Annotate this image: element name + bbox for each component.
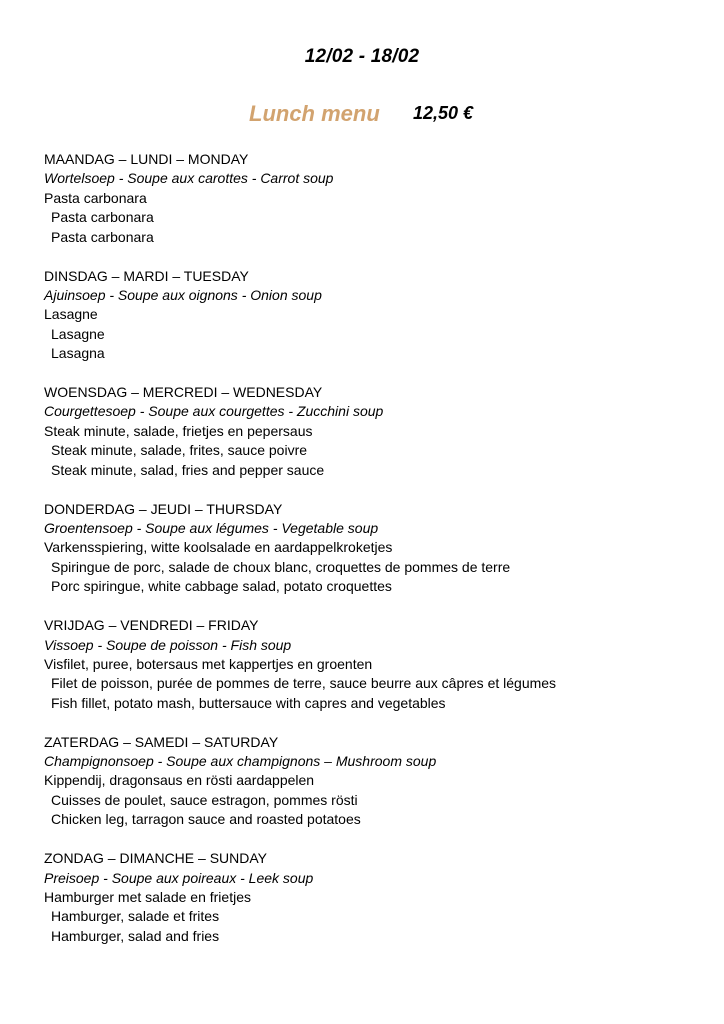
main-dish-fr: Pasta carbonara bbox=[51, 209, 154, 226]
main-dish-nl: Pasta carbonara bbox=[44, 189, 147, 206]
main-dish-nl: Steak minute, salade, frietjes en pepersaus bbox=[44, 422, 313, 439]
soup-line: Vissoep - Soupe de poisson - Fish soup bbox=[44, 636, 292, 653]
main-dish-en: Pasta carbonara bbox=[51, 228, 154, 245]
main-dish-nl: Lasagne bbox=[44, 306, 98, 323]
soup-line: Courgettesoep - Soupe aux courgettes - Zucchini soup bbox=[44, 403, 384, 420]
main-dish-fr: Spiringue de porc, salade de choux blanc, croquettes de pommes de terre bbox=[51, 558, 511, 575]
soup-line: Wortelsoep - Soupe aux carottes - Carrot soup bbox=[44, 170, 334, 187]
day-list bbox=[44, 150, 704, 966]
day-section-thursday bbox=[44, 500, 704, 597]
day-section-friday bbox=[44, 616, 704, 713]
main-dish-fr: Hamburger, salade et frites bbox=[51, 908, 220, 925]
main-dish-fr: Steak minute, salade, frites, sauce poivre bbox=[51, 442, 308, 459]
day-section-wednesday bbox=[44, 383, 704, 480]
day-heading: DINSDAG – MARDI – TUESDAY bbox=[44, 267, 249, 284]
day-section-monday bbox=[44, 150, 704, 247]
main-dish-nl: Hamburger met salade en frietjes bbox=[44, 889, 251, 905]
soup-line: Preisoep - Soupe aux poireaux - Leek soup bbox=[44, 869, 314, 886]
day-heading: MAANDAG – LUNDI – MONDAY bbox=[44, 151, 249, 167]
main-dish-nl: Varkensspiering, witte koolsalade en aardappelkroketjes bbox=[44, 539, 393, 556]
day-heading: VRIJDAG – VENDREDI – FRIDAY bbox=[44, 617, 259, 634]
main-dish-fr: Lasagne bbox=[51, 325, 105, 342]
soup-line: Champignonsoep - Soupe aux champignons – Mushroom soup bbox=[44, 753, 437, 770]
main-dish-fr: Cuisses de poulet, sauce estragon, pommes rösti bbox=[51, 791, 358, 808]
day-section-sunday bbox=[44, 849, 704, 946]
menu-price: 12,50 € bbox=[413, 103, 474, 123]
main-dish-nl: Visfilet, puree, botersaus met kappertjes en groenten bbox=[44, 655, 373, 672]
day-section-saturday bbox=[44, 733, 704, 830]
main-dish-en: Chicken leg, tarragon sauce and roasted potatoes bbox=[51, 811, 361, 828]
date-range: 12/02 - 18/02 bbox=[304, 46, 420, 67]
day-heading: WOENSDAG – MERCREDI – WEDNESDAY bbox=[44, 384, 323, 401]
day-heading: ZONDAG – DIMANCHE – SUNDAY bbox=[44, 850, 267, 867]
day-heading: DONDERDAG – JEUDI – THURSDAY bbox=[44, 500, 283, 517]
main-dish-nl: Kippendij, dragonsaus en rösti aardappelen bbox=[44, 772, 315, 789]
day-heading: ZATERDAG – SAMEDI – SATURDAY bbox=[44, 733, 279, 750]
soup-line: Ajuinsoep - Soupe aux oignons - Onion soup bbox=[44, 286, 322, 303]
main-dish-en: Lasagna bbox=[51, 345, 105, 362]
main-dish-fr: Filet de poisson, purée de pommes de terre, sauce beurre aux câpres et légumes bbox=[51, 675, 557, 692]
main-dish-en: Hamburger, salad and fries bbox=[51, 927, 220, 944]
main-dish-en: Steak minute, salad, fries and pepper sauce bbox=[51, 461, 325, 478]
day-section-tuesday bbox=[44, 267, 704, 364]
menu-title: Lunch menu bbox=[249, 101, 380, 126]
soup-line: Groentensoep - Soupe aux légumes - Vegetable soup bbox=[44, 520, 379, 536]
main-dish-en: Fish fillet, potato mash, buttersauce with capres and vegetables bbox=[51, 694, 446, 711]
main-dish-en: Porc spiringue, white cabbage salad, potato croquettes bbox=[51, 578, 392, 595]
